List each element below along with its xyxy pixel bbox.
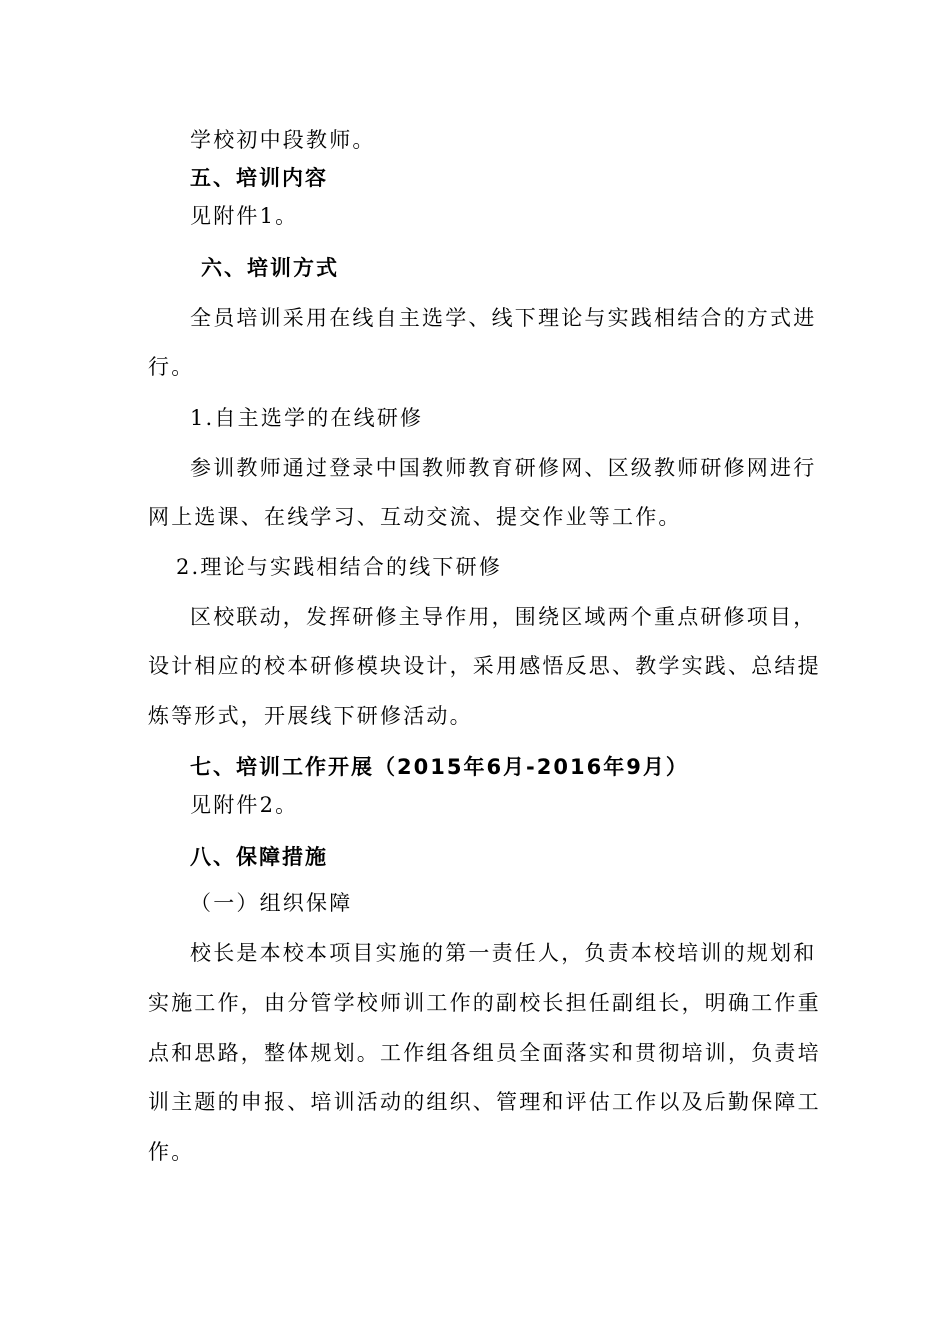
paragraph-online-study-line2: 网上选课、在线学习、互动交流、提交作业等工作。 <box>148 505 682 529</box>
paragraph-training-content: 见附件1。 <box>190 204 299 228</box>
subheading-online-study: 1.自主选学的在线研修 <box>190 406 424 430</box>
heading-safeguards: 八、保障措施 <box>190 845 328 869</box>
paragraph-organization-line3: 点和思路，整体规划。工作组各组员全面落实和贯彻培训，负责培 <box>148 1041 821 1065</box>
heading-training-method: 六、培训方式 <box>201 256 339 280</box>
subheading-organization: （一）组织保障 <box>190 891 353 915</box>
paragraph-offline-study-line2: 设计相应的校本研修模块设计，采用感悟反思、教学实践、总结提 <box>148 654 821 678</box>
paragraph-training-schedule: 见附件2。 <box>190 793 299 817</box>
paragraph-offline-study-line1: 区校联动，发挥研修主导作用，围绕区域两个重点研修项目， <box>190 605 817 629</box>
paragraph-organization-line2: 实施工作，由分管学校师训工作的副校长担任副组长，明确工作重 <box>148 991 821 1015</box>
subheading-offline-study: 2.理论与实践相结合的线下研修 <box>176 555 503 579</box>
paragraph-offline-study-line3: 炼等形式，开展线下研修活动。 <box>148 704 473 728</box>
paragraph-organization-line1: 校长是本校本项目实施的第一责任人，负责本校培训的规划和 <box>190 941 817 965</box>
paragraph-organization-line4: 训主题的申报、培训活动的组织、管理和评估工作以及后勤保障工 <box>148 1090 821 1114</box>
paragraph-training-method-line1: 全员培训采用在线自主选学、线下理论与实践相结合的方式进 <box>190 306 817 330</box>
paragraph-training-method-line2: 行。 <box>148 355 195 379</box>
heading-training-content: 五、培训内容 <box>190 166 328 190</box>
paragraph-intro-end: 学校初中段教师。 <box>190 128 376 152</box>
heading-training-schedule: 七、培训工作开展（2015年6月-2016年9月） <box>190 755 689 779</box>
paragraph-online-study-line1: 参训教师通过登录中国教师教育研修网、区级教师研修网进行 <box>190 456 817 480</box>
paragraph-organization-line5: 作。 <box>148 1140 195 1164</box>
